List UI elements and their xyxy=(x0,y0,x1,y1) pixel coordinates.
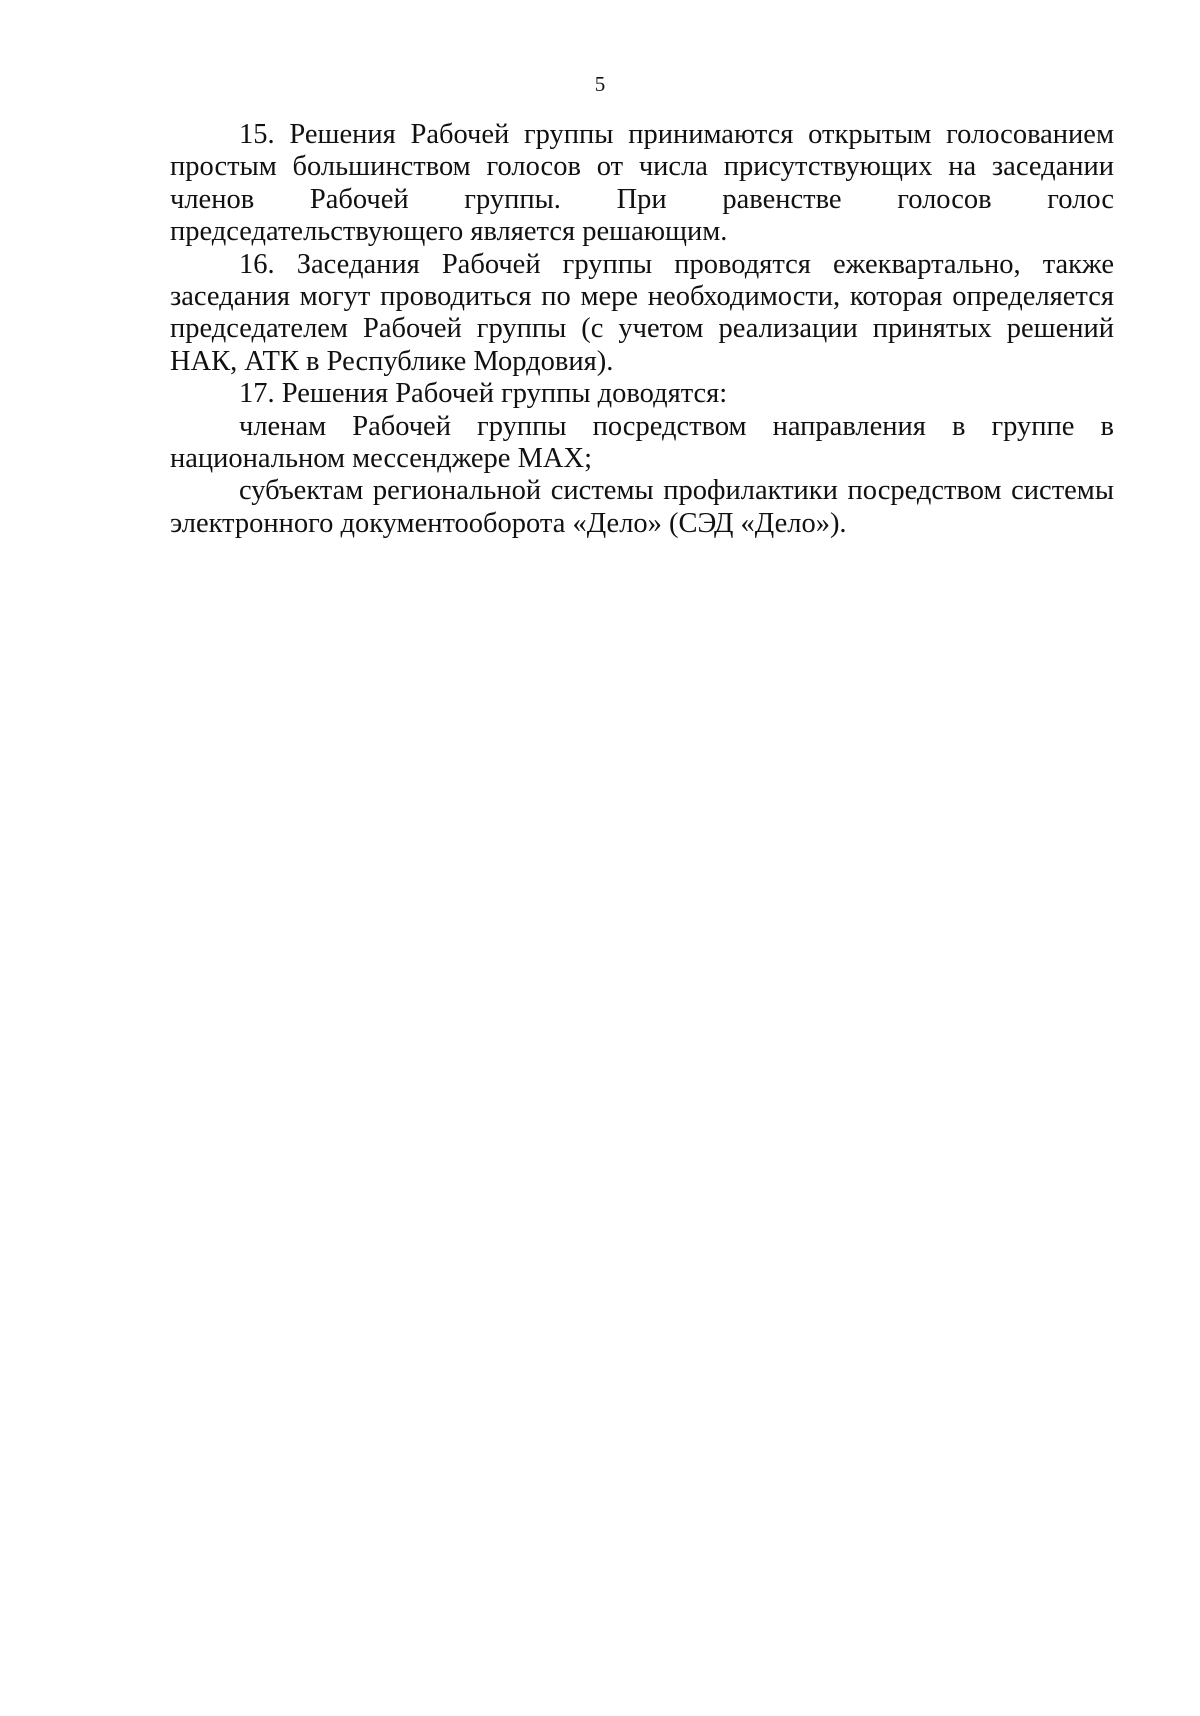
paragraph-16 xyxy=(170,249,1114,379)
paragraph-line: 16. Заседания Рабочей группы проводятся ежеквартально, также xyxy=(239,248,1114,280)
paragraph-line: 15. Решения Рабочей группы принимаются открытым голосованием xyxy=(239,119,1114,150)
paragraph-17-item-members xyxy=(170,411,1114,476)
paragraph-line: председателем Рабочей группы (с учетом реализации принятых решений xyxy=(170,313,1114,345)
paragraph-line: членов Рабочей группы. При равенстве голосов голос xyxy=(170,183,1114,215)
document-body xyxy=(170,119,1114,540)
paragraph-line: субъектам региональной системы профилактики посредством системы xyxy=(239,475,1114,507)
paragraph-line: председательствующего является решающим. xyxy=(170,216,728,248)
paragraph-line: электронного документооборота «Дело» (СЭД «Дело»). xyxy=(170,507,847,539)
paragraph-17-item-subjects xyxy=(170,475,1114,540)
paragraph-line: заседания могут проводиться по мере необходимости, которая определяется xyxy=(170,281,1114,313)
paragraph-line: НАК, АТК в Республике Мордовия). xyxy=(170,345,614,377)
page-number: 5 xyxy=(594,72,606,96)
paragraph-line: 17. Решения Рабочей группы доводятся: xyxy=(239,378,728,410)
paragraph-line: членам Рабочей группы посредством направления в группе в xyxy=(239,410,1114,442)
paragraph-line: национальном мессенджере MAX; xyxy=(170,443,593,475)
paragraph-15 xyxy=(170,119,1114,249)
paragraph-17 xyxy=(170,378,1114,410)
paragraph-line: простым большинством голосов от числа присутствующих на заседании xyxy=(170,151,1114,183)
